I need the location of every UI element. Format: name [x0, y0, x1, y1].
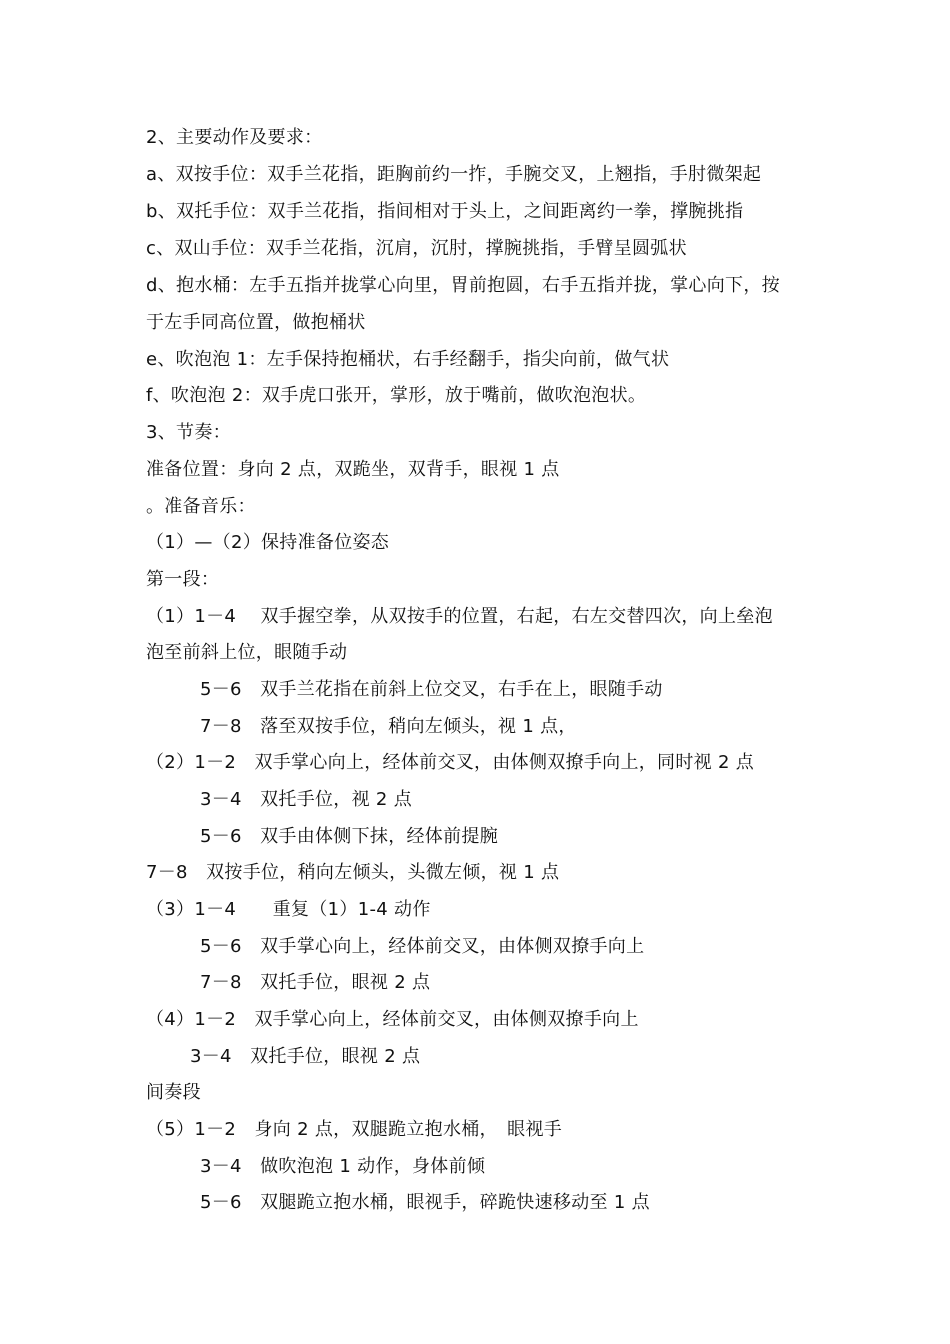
heading-interlude: 间奏段: [146, 1082, 201, 1103]
text-line: 7－8 落至双按手位，稍向左倾头，视 1 点，: [200, 716, 577, 737]
text-line: 3－4 做吹泡泡 1 动作，身体前倾: [200, 1156, 486, 1177]
text-line: 。准备音乐：: [146, 496, 256, 517]
text-line: e、吹泡泡 1：左手保持抱桶状，右手经翻手，指尖向前，做气状: [146, 349, 670, 370]
text-line: 5－6 双手兰花指在前斜上位交叉，右手在上，眼随手动: [200, 679, 663, 700]
text-line: 5－6 双手掌心向上，经体前交叉，由体侧双撩手向上: [200, 936, 645, 957]
text-line: c、双山手位：双手兰花指，沉肩，沉肘，撑腕挑指，手臂呈圆弧状: [146, 238, 687, 259]
text-line: （2）1－2 双手掌心向上，经体前交叉，由体侧双撩手向上，同时视 2 点: [146, 752, 755, 773]
heading-rhythm: 3、节奏：: [146, 422, 231, 443]
text-line: 5－6 双腿跪立抱水桶，眼视手，碎跪快速移动至 1 点: [200, 1192, 650, 1213]
text-line: 3－4 双托手位，视 2 点: [200, 789, 412, 810]
text-line: （4）1－2 双手掌心向上，经体前交叉，由体侧双撩手向上: [146, 1009, 639, 1030]
text-line: d、抱水桶：左手五指并拢掌心向里，胃前抱圆，右手五指并拢，掌心向下，按: [146, 275, 780, 296]
text-line: （5）1－2 身向 2 点，双腿跪立抱水桶， 眼视手: [146, 1119, 563, 1140]
text-line: 7－8 双托手位，眼视 2 点: [200, 972, 431, 993]
text-line: （1）1－4 双手握空拳，从双按手的位置，右起，右左交替四次，向上垒泡: [146, 606, 773, 627]
text-line: b、双托手位：双手兰花指，指间相对于头上，之间距离约一拳，撑腕挑指: [146, 201, 744, 222]
text-line: a、双按手位：双手兰花指，距胸前约一拃，手腕交叉，上翘指，手肘微架起: [146, 164, 762, 185]
text-line: f、吹泡泡 2：双手虎口张开，掌形，放于嘴前，做吹泡泡状。: [146, 385, 647, 406]
text-line: 于左手同高位置，做抱桶状: [146, 312, 366, 333]
text-line: 准备位置：身向 2 点，双跪坐，双背手，眼视 1 点: [146, 459, 560, 480]
text-line: 泡至前斜上位，眼随手动: [146, 642, 348, 663]
text-line: 3－4 双托手位，眼视 2 点: [190, 1046, 421, 1067]
text-line: 5－6 双手由体侧下抹，经体前提腕: [200, 826, 499, 847]
text-line: 7－8 双按手位，稍向左倾头，头微左倾，视 1 点: [146, 862, 560, 883]
text-line: （3）1－4 重复（1）1-4 动作: [146, 899, 431, 920]
heading-section-one: 第一段：: [146, 569, 220, 590]
heading-main-movements: 2、主要动作及要求：: [146, 127, 323, 148]
text-line: （1）—（2）保持准备位姿态: [146, 532, 390, 553]
